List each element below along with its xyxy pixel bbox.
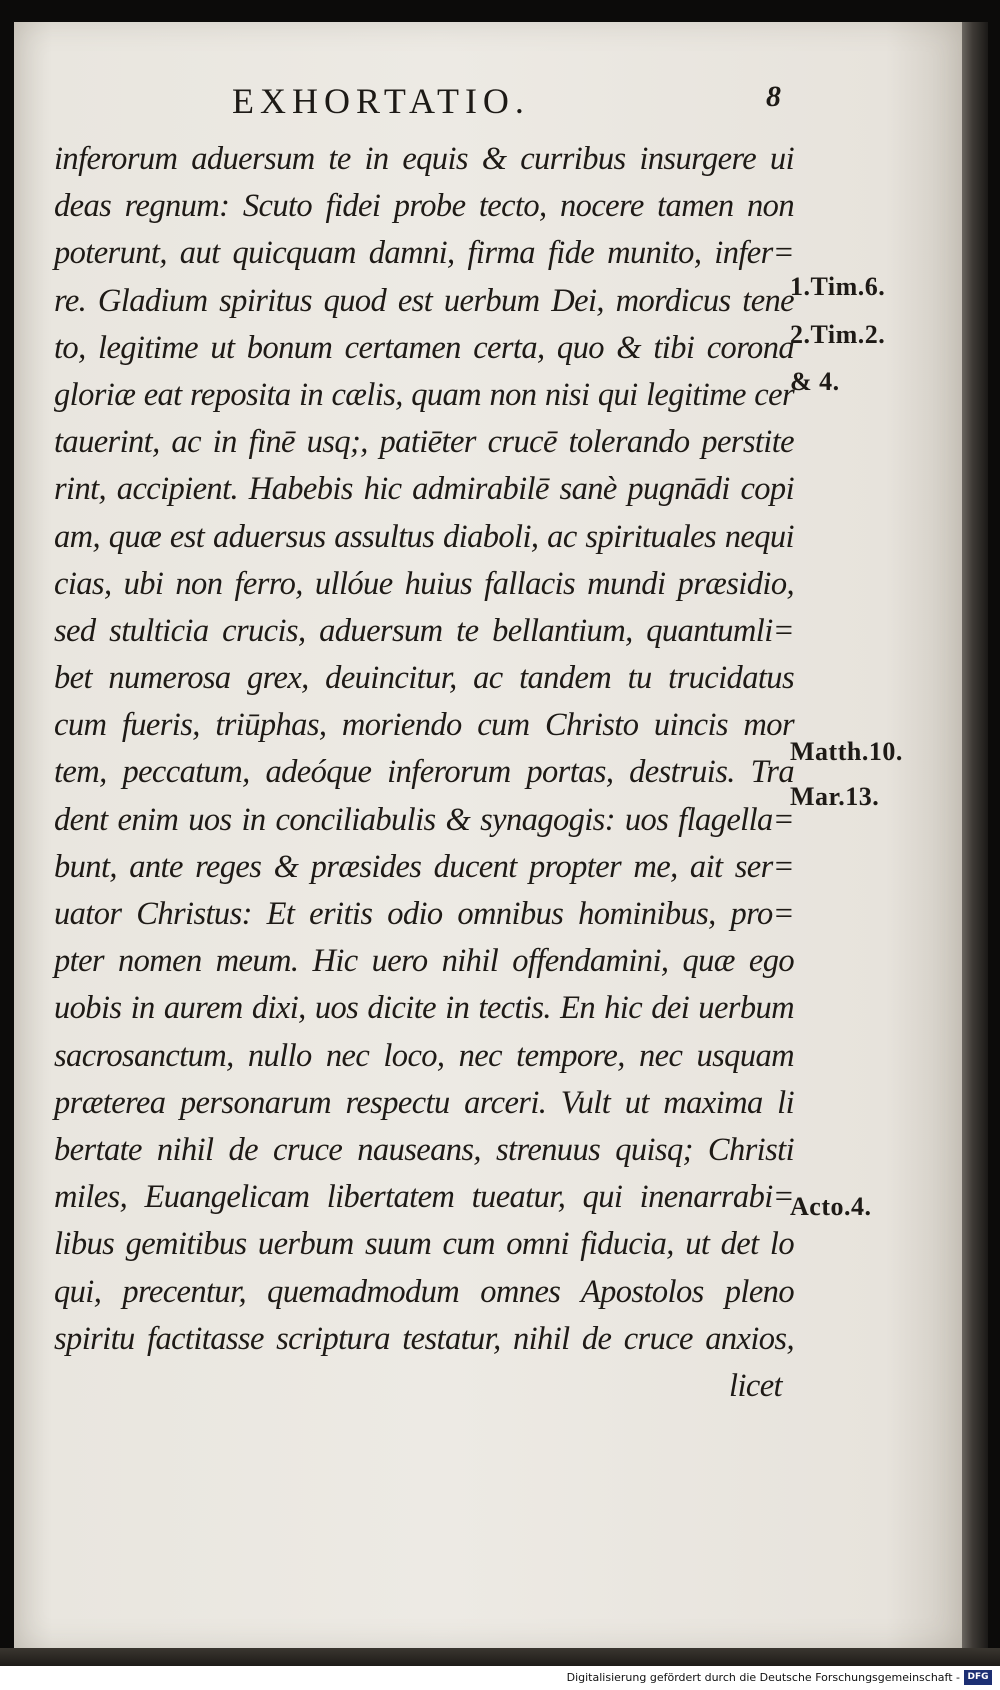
running-head: EXHORTATIO.: [232, 81, 530, 121]
margin-note: & 4.: [790, 367, 840, 396]
text-line: bunt, ante reges & præsides ducent propter me, ait ser=: [54, 848, 794, 885]
text-line: to, legitime ut bonum certamen certa, quo & tibi corona: [54, 329, 794, 366]
text-line: uobis in aurem dixi, uos dicite in tectis. En hic dei uerbum: [54, 990, 794, 1027]
catchword: licet: [729, 1367, 782, 1404]
text-line: poterunt, aut quicquam damni, firma fide munito, infer=: [54, 235, 794, 272]
dfg-logo-icon: DFG: [964, 1670, 992, 1685]
text-line: cias, ubi non ferro, ullóue huius fallacis mundi præsidio,: [54, 565, 794, 602]
text-line: pter nomen meum. Hic uero nihil offendamini, quæ ego: [54, 943, 794, 980]
text-line: tauerint, ac in finē usq;, patiēter crucē tolerando perstite: [54, 424, 794, 461]
text-line: qui, precentur, quemadmodum omnes Apostolos pleno: [54, 1273, 794, 1310]
page-fore-edge: [962, 22, 988, 1648]
text-line: re. Gladium spiritus quod est uerbum Dei, mordicus tene: [54, 282, 794, 319]
text-line: inferorum aduersum te in equis & curribus insurgere ui: [54, 141, 794, 177]
footer-bar: [0, 1666, 1000, 1690]
page-bottom-edge: [0, 1648, 1000, 1666]
text-line: cum fueris, triūphas, moriendo cum Christo uincis mor: [54, 707, 794, 744]
text-line: sacrosanctum, nullo nec loco, nec tempore, nec usquam: [54, 1037, 794, 1074]
folio-number: 8: [766, 80, 781, 113]
text-line: sed stulticia crucis, aduersum te bellantium, quantumli=: [54, 612, 794, 649]
margin-note: Acto.4.: [790, 1192, 872, 1221]
margin-note: Matth.10.: [790, 737, 903, 766]
text-line: bertate nihil de cruce nauseans, strenuus quisq; Christi: [54, 1131, 794, 1168]
margin-note: 2.Tim.2.: [790, 320, 886, 349]
text-line: gloriæ eat reposita in cælis, quam non nisi qui legitime cer: [54, 376, 794, 413]
footer-credit: Digitalisierung gefördert durch die Deutsche Forschungsgemeinschaft -: [566, 1671, 960, 1684]
text-line: dent enim uos in conciliabulis & synagogis: uos flagella=: [54, 801, 794, 838]
text-line: tem, peccatum, adeóque inferorum portas, destruis. Tra: [54, 754, 794, 791]
text-line: am, quæ est aduersus assultus diaboli, ac spirituales nequi: [54, 518, 794, 555]
text-line: uator Christus: Et eritis odio omnibus hominibus, pro=: [54, 896, 794, 932]
body-text: [54, 136, 794, 1410]
text-line: spiritu factitasse scriptura testatur, nihil de cruce anxios,: [54, 1320, 794, 1357]
margin-note: 1.Tim.6.: [790, 272, 886, 301]
text-line: rint, accipient. Habebis hic admirabilē sanè pugnādi copi: [54, 471, 794, 508]
text-line: bet numerosa grex, deuincitur, ac tandem tu trucidatus: [54, 660, 794, 697]
text-line: præterea personarum respectu arceri. Vult ut maxima li: [54, 1084, 794, 1121]
text-line: libus gemitibus uerbum suum cum omni fiducia, ut det lo: [54, 1226, 794, 1263]
text-line: deas regnum: Scuto fidei probe tecto, nocere tamen non: [54, 188, 794, 225]
text-line: miles, Euangelicam libertatem tueatur, qui inenarrabi=: [54, 1179, 794, 1216]
margin-note: Mar.13.: [790, 782, 880, 811]
